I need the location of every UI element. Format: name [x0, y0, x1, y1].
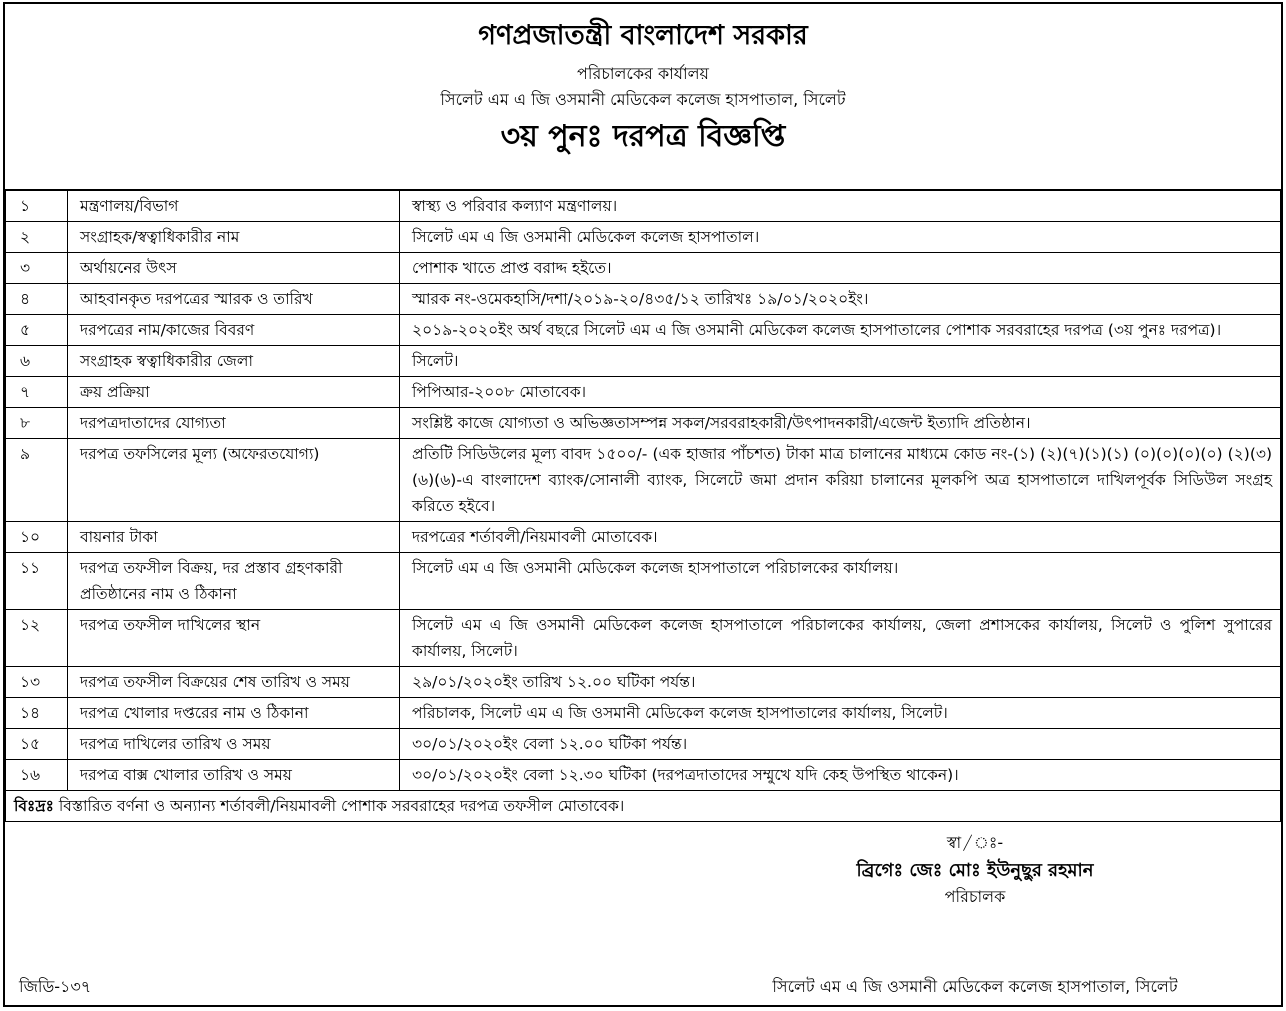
row-label: আহবানকৃত দরপত্রের স্মারক ও তারিখ [68, 284, 400, 315]
row-label: বায়নার টাকা [68, 522, 400, 553]
row-label: অর্থায়নের উৎস [68, 253, 400, 284]
row-value: স্মারক নং-ওমেকহাসি/দশা/২০১৯-২০/৪৩৫/১২ তারিখঃ ১৯/০১/২০২০ইং। [400, 284, 1281, 315]
row-label: ক্রয় প্রক্রিয়া [68, 377, 400, 408]
row-label: দরপত্রদাতাদের যোগ্যতা [68, 408, 400, 439]
row-number: ১১ [6, 553, 68, 610]
row-number: ১৪ [6, 698, 68, 729]
row-number: ৯ [6, 439, 68, 522]
note-row [6, 791, 1281, 822]
row-value: পোশাক খাতে প্রাপ্ত বরাদ্দ হইতে। [400, 253, 1281, 284]
row-number: ৮ [6, 408, 68, 439]
table-row [6, 439, 1281, 522]
signer-designation: পরিচালক [944, 887, 1006, 906]
table-row [6, 522, 1281, 553]
row-value: ৩০/০১/২০২০ইং বেলা ১২.০০ ঘটিকা পর্যন্ত। [400, 729, 1281, 760]
gd-number: জিডি-১৩৭ [19, 977, 92, 996]
table-row [6, 284, 1281, 315]
table-row [6, 408, 1281, 439]
tender-details-table [5, 189, 1281, 822]
table-row [6, 222, 1281, 253]
row-label: মন্ত্রণালয়/বিভাগ [68, 190, 400, 222]
table-row [6, 253, 1281, 284]
row-value: পিপিআর-২০০৮ মোতাবেক। [400, 377, 1281, 408]
table-row [6, 190, 1281, 222]
tender-table-body [6, 190, 1281, 822]
note-cell [6, 791, 1281, 822]
row-label: দরপত্র দাখিলের তারিখ ও সময় [68, 729, 400, 760]
row-number: ২ [6, 222, 68, 253]
row-number: ১৩ [6, 667, 68, 698]
signer-name: ব্রিগেঃ জেঃ মোঃ ইউনুছুর রহমান [856, 860, 1094, 881]
row-label: দরপত্র তফসিলের মূল্য (অফেরতযোগ্য) [68, 439, 400, 522]
table-row [6, 729, 1281, 760]
row-value: পরিচালক, সিলেট এম এ জি ওসমানী মেডিকেল কলেজ হাসপাতালের কার্যালয়, সিলেট। [400, 698, 1281, 729]
row-value: দরপত্রের শর্তাবলী/নিয়মাবলী মোতাবেক। [400, 522, 1281, 553]
signer-address: সিলেট এম এ জি ওসমানী মেডিকেল কলেজ হাসপাতাল, সিলেট [772, 977, 1178, 996]
row-number: ১৬ [6, 760, 68, 791]
table-row [6, 760, 1281, 791]
signature-mark: স্বা/ঃ- [946, 833, 1004, 852]
row-value: সিলেট। [400, 346, 1281, 377]
row-label: সংগ্রাহক স্বত্বাধিকারীর জেলা [68, 346, 400, 377]
row-value: সিলেট এম এ জি ওসমানী মেডিকেল কলেজ হাসপাতালে পরিচালকের কার্যালয়, জেলা প্রশাসকের কার্যালয়, সিলেট ও পুলিশ সুপারের কার্যালয়, সিলেট। [400, 610, 1281, 667]
office-name: পরিচালকের কার্যালয় [577, 64, 709, 83]
signature-area [5, 822, 1281, 1005]
row-number: ১৫ [6, 729, 68, 760]
row-number: ১ [6, 190, 68, 222]
table-row [6, 667, 1281, 698]
table-row [6, 346, 1281, 377]
row-label: দরপত্র তফসীল বিক্রয়, দর প্রস্তাব গ্রহণকারী প্রতিষ্ঠানের নাম ও ঠিকানা [68, 553, 400, 610]
row-value: সিলেট এম এ জি ওসমানী মেডিকেল কলেজ হাসপাতাল। [400, 222, 1281, 253]
notice-header [5, 4, 1281, 189]
row-value: ২৯/০১/২০২০ইং তারিখ ১২.০০ ঘটিকা পর্যন্ত। [400, 667, 1281, 698]
row-number: ৫ [6, 315, 68, 346]
row-label: দরপত্র বাক্স খোলার তারিখ ও সময় [68, 760, 400, 791]
government-title: গণপ্রজাতন্ত্রী বাংলাদেশ সরকার [478, 20, 808, 51]
row-number: ১০ [6, 522, 68, 553]
row-value: সিলেট এম এ জি ওসমানী মেডিকেল কলেজ হাসপাতালে পরিচালকের কার্যালয়। [400, 553, 1281, 610]
table-row [6, 698, 1281, 729]
row-label: দরপত্র তফসীল বিক্রয়ের শেষ তারিখ ও সময় [68, 667, 400, 698]
row-value: ২০১৯-২০২০ইং অর্থ বছরে সিলেট এম এ জি ওসমানী মেডিকেল কলেজ হাসপাতালের পোশাক সরবরাহের দরপত্র (৩য় পুনঃ দরপত্র)। [400, 315, 1281, 346]
row-value: স্বাস্থ্য ও পরিবার কল্যাণ মন্ত্রণালয়। [400, 190, 1281, 222]
table-row [6, 553, 1281, 610]
note-text: বিস্তারিত বর্ণনা ও অন্যান্য শর্তাবলী/নিয়মাবলী পোশাক সরবরাহের দরপত্র তফসীল মোতাবেক। [58, 797, 625, 815]
row-number: ৬ [6, 346, 68, 377]
row-label: দরপত্র খোলার দপ্তরের নাম ও ঠিকানা [68, 698, 400, 729]
row-number: ১২ [6, 610, 68, 667]
hospital-name: সিলেট এম এ জি ওসমানী মেডিকেল কলেজ হাসপাতাল, সিলেট [440, 90, 846, 109]
row-label: দরপত্রের নাম/কাজের বিবরণ [68, 315, 400, 346]
row-label: দরপত্র তফসীল দাখিলের স্থান [68, 610, 400, 667]
row-number: ৭ [6, 377, 68, 408]
tender-notice-document [3, 2, 1283, 1007]
table-row [6, 377, 1281, 408]
notice-title: ৩য় পুনঃ দরপত্র বিজ্ঞপ্তি [500, 119, 786, 154]
row-value: সংশ্লিষ্ট কাজে যোগ্যতা ও অভিজ্ঞতাসম্পন্ন সকল/সরবরাহকারী/উৎপাদনকারী/এজেন্ট ইত্যাদি প্রতিষ্ঠান। [400, 408, 1281, 439]
row-value: প্রতিটি সিডিউলের মূল্য বাবদ ১৫০০/- (এক হাজার পাঁচশত) টাকা মাত্র চালানের মাধ্যমে কোড নং-(১) (২)(৭)(১)(১) (০)(০)(০)(০) (২)(৩)(৬)(৬)-এ বাংলাদেশ ব্যাংক/সোনালী ব্যাংক, সিলেটে জমা প্রদান করিয়া চালানের মূলকপি অত্র হাসপাতালে দাখিলপূর্বক সিডিউল সংগ্রহ করিতে হইবে। [400, 439, 1281, 522]
table-row [6, 610, 1281, 667]
row-number: ৪ [6, 284, 68, 315]
row-number: ৩ [6, 253, 68, 284]
row-label: সংগ্রাহক/স্বত্বাধিকারীর নাম [68, 222, 400, 253]
note-prefix: বিঃদ্রঃ [14, 797, 54, 815]
table-row [6, 315, 1281, 346]
row-value: ৩০/০১/২০২০ইং বেলা ১২.৩০ ঘটিকা (দরপত্রদাতাদের সম্মুখে যদি কেহ উপস্থিত থাকেন)। [400, 760, 1281, 791]
